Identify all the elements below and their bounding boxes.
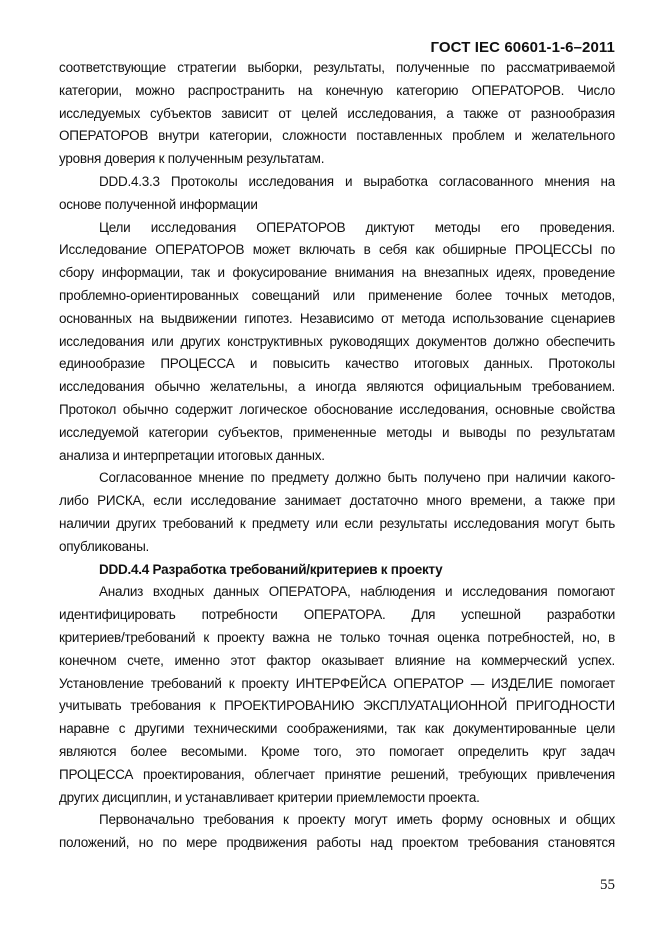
text-line: исследуемых субъектов зависит от целей исследования, а также от разнообразия (59, 105, 615, 121)
text-line: опубликованы. (59, 538, 150, 554)
text-line: исследуемой категории субъектов, примененные методы и выводы по результатам (59, 424, 615, 440)
text-line: DDD.4.3.3 Протоколы исследования и выработка согласованного мнения на (99, 173, 615, 189)
text-line: исследования или других конструктивных руководящих документов должно обеспечить (59, 333, 615, 349)
text-line: основе полученной информации (59, 196, 258, 212)
document-body (59, 57, 615, 855)
text-line: Первоначально требования к проекту могут иметь форму основных и общих (99, 812, 615, 828)
text-line: Согласованное мнение по предмету должно быть получено при наличии какого- (99, 470, 615, 486)
text-line: основанных на выдвижении гипотез. Независимо от метода использование сценариев (59, 310, 615, 326)
text-line: конечном счете, именно этот фактор оказывает влияние на коммерческий успех. (59, 652, 615, 668)
paragraph (59, 581, 615, 809)
document-designation: ГОСТ IEC 60601-1-6–2011 (430, 39, 615, 56)
text-line: ПРОЦЕССА проектирования, облегчает принятие решений, требующих привлечения (59, 766, 615, 782)
paragraph (59, 217, 615, 468)
paragraph (59, 809, 615, 855)
text-line: наравне с другими техническими соображениями, так как документированные цели (59, 721, 615, 737)
text-line: Цели исследования ОПЕРАТОРОВ диктуют методы его проведения. (99, 219, 615, 235)
text-line: Исследование ОПЕРАТОРОВ может включать в себя как обширные ПРОЦЕССЫ по (59, 242, 615, 258)
section-heading-ddd-4-4 (59, 559, 615, 582)
paragraph-continuation (59, 57, 615, 171)
text-line: других дисциплин, и устанавливает критерии приемлемости проекта. (59, 789, 480, 805)
text-line: сбору информации, так и фокусирование внимания на внезапных идеях, проведение (59, 265, 615, 281)
text-line: DDD.4.4 Разработка требований/критериев к проекту (99, 561, 443, 577)
paragraph (59, 467, 615, 558)
text-line: соответствующие стратегии выборки, результаты, полученные по рассматриваемой (59, 60, 615, 75)
text-line: проблемно-ориентированных совещаний или применение более точных методов, (59, 287, 615, 303)
text-line: учитывать требования к ПРОЕКТИРОВАНИЮ ЭКСПЛУАТАЦИОННОЙ ПРИГОДНОСТИ (59, 698, 615, 714)
text-line: уровня доверия к полученным результатам. (59, 151, 325, 167)
text-line: исследования обычно желательны, а иногда являются официальным требованием. (59, 379, 615, 395)
text-line: Анализ входных данных ОПЕРАТОРА, наблюдения и исследования помогают (99, 584, 615, 600)
text-line: единообразие ПРОЦЕССА и повысить качество итоговых данных. Протоколы (59, 356, 615, 372)
text-line: положений, но по мере продвижения работы над проектом требования становятся (59, 835, 615, 851)
text-line: критериев/требований к проекту важна не только точная оценка потребностей, но, в (59, 629, 615, 645)
text-line: анализа и интерпретации итоговых данных. (59, 447, 325, 463)
text-line: наличии других требований к предмету или если результаты исследования могут быть (59, 515, 615, 531)
text-line: Протокол обычно содержит логическое обоснование исследования, основные свойства (59, 401, 615, 417)
text-line: Установление требований к проекту ИНТЕРФЕЙСА ОПЕРАТОР — ИЗДЕЛИЕ помогает (59, 675, 615, 691)
text-line: ОПЕРАТОРОВ внутри категории, сложности поставленных проблем и желательного (59, 128, 615, 144)
page-number: 55 (600, 877, 615, 893)
text-line: идентифицировать потребности ОПЕРАТОРА. Для успешной разработки (59, 607, 615, 623)
text-line: категории, можно распространить на конечную категорию ОПЕРАТОРОВ. Число (59, 82, 615, 98)
text-line: либо РИСКА, если исследование занимает достаточно много времени, а также при (59, 493, 615, 509)
text-line: являются более весомыми. Кроме того, это помогает определить круг задач (59, 743, 615, 759)
section-heading-ddd-4-3-3 (59, 171, 615, 217)
